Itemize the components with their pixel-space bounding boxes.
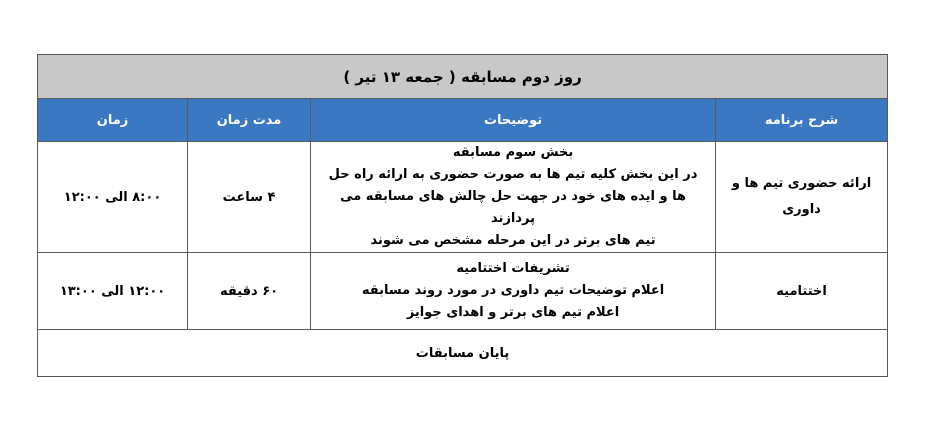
- schedule-table: [37, 54, 888, 377]
- description-line: تیم های برتر در این مرحله مشخص می شوند: [370, 233, 656, 248]
- header-duration: مدت زمان: [188, 99, 311, 142]
- row-program: ارائه حضوری تیم ها و داوری: [716, 142, 888, 253]
- description-line: بخش سوم مسابقه: [452, 145, 574, 160]
- row-duration: ۶۰ دقیقه: [188, 253, 311, 330]
- row-description: [311, 142, 716, 253]
- header-time: زمان: [38, 99, 188, 142]
- description-line: ها و ایده های خود در جهت حل چالش های مسابقه می پردازند: [340, 189, 686, 226]
- header-program: شرح برنامه: [716, 99, 888, 142]
- header-row: [38, 99, 888, 142]
- description-line: در این بخش کلیه تیم ها به صورت حضوری به ارائه راه حل: [328, 167, 698, 182]
- row-time: ۱۲:۰۰ الی ۱۳:۰۰: [38, 253, 188, 330]
- table-title: روز دوم مسابقه ( جمعه ۱۳ تیر ): [38, 55, 888, 99]
- description-line: اعلام تیم های برتر و اهدای جوایز: [406, 305, 620, 320]
- footer-row: [38, 330, 888, 377]
- title-row: [38, 55, 888, 99]
- description-line: تشریفات اختتامیه: [456, 261, 570, 276]
- row-description: [311, 253, 716, 330]
- description-line: اعلام توضیحات تیم داوری در مورد روند مسابقه: [361, 283, 665, 298]
- table-footer: پایان مسابقات: [38, 330, 888, 377]
- row-program: اختتامیه: [716, 253, 888, 330]
- header-description: توضیحات: [311, 99, 716, 142]
- table-row: [38, 142, 888, 253]
- table-row: [38, 253, 888, 330]
- row-duration: ۴ ساعت: [188, 142, 311, 253]
- row-time: ۸:۰۰ الی ۱۲:۰۰: [38, 142, 188, 253]
